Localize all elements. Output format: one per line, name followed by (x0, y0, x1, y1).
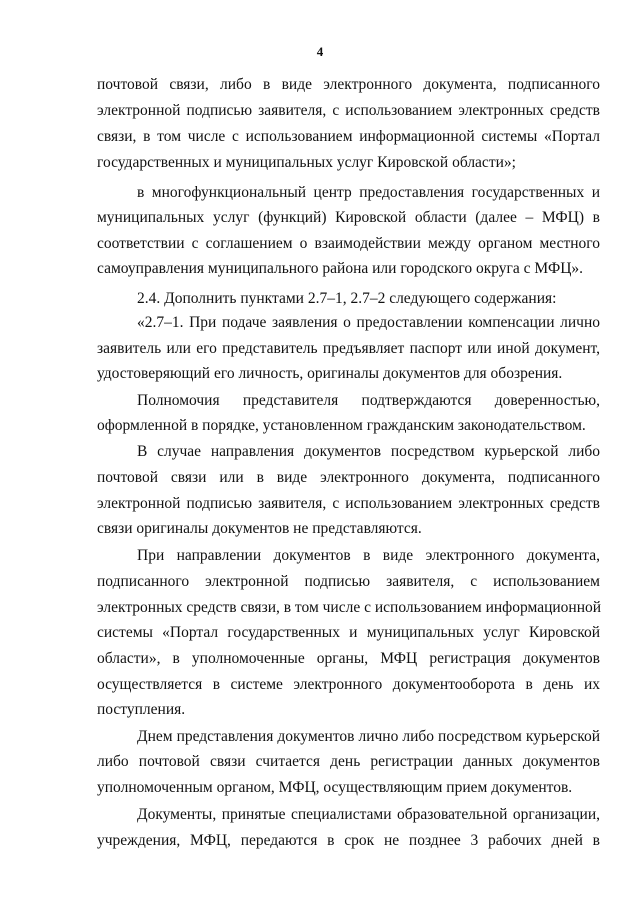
text-line: При направлении документов в виде электронного документа, (137, 547, 600, 564)
text-line: электронной подписью заявителя, с использованием электронных средств (97, 102, 600, 119)
text-line: Полномочия представителя подтверждаются доверенностью, (137, 392, 600, 409)
text-line: «2.7–1. При подаче заявления о предоставлении компенсации лично (137, 314, 600, 331)
text-line: системы «Портал государственных и муниципальных услуг Кировской (97, 624, 600, 641)
text-line: учреждения, МФЦ, передаются в срок не позднее 3 рабочих дней в (97, 832, 600, 849)
text-line: подписанного электронной подписью заявителя, с использованием (97, 573, 600, 590)
text-line: связи оригиналы документов не представляются. (97, 520, 422, 537)
text-line: осуществляется в системе электронного документооборота в день их (97, 676, 600, 693)
text-line: соответствии с соглашением о взаимодействии между органом местного (97, 235, 600, 252)
text-line: В случае направления документов посредством курьерской либо (137, 443, 600, 460)
text-line: муниципальных услуг (функций) Кировской области (далее – МФЦ) в (97, 209, 600, 226)
text-line: электронных средств связи, в том числе с использованием информационной (97, 599, 602, 616)
text-line: поступления. (97, 701, 186, 718)
text-line: электронной подписью заявителя, с использованием электронных средств (97, 495, 600, 512)
text-line: уполномоченным органом, МФЦ, осуществляющим прием документов. (97, 779, 573, 796)
text-line: удостоверяющий его личность, оригиналы документов для обозрения. (97, 365, 563, 382)
text-line: в многофункциональный центр предоставления государственных и (137, 184, 600, 201)
text-line: государственных и муниципальных услуг Кировской области»; (97, 154, 516, 171)
text-line: либо почтовой связи считается день регистрации данных документов (97, 753, 600, 770)
text-line: Документы, принятые специалистами образовательной организации, (137, 806, 600, 823)
text-line: 2.4. Дополнить пунктами 2.7–1, 2.7–2 следующего содержания: (137, 290, 557, 307)
text-line: связи, в том числе с использованием информационной системы «Портал (97, 128, 600, 145)
text-line: почтовой связи или в виде электронного документа, подписанного (97, 469, 600, 486)
page-number: 4 (316, 44, 324, 59)
text-line: почтовой связи, либо в виде электронного документа, подписанного (97, 76, 600, 93)
text-line: области», в уполномоченные органы, МФЦ регистрация документов (97, 650, 600, 667)
text-line: Днем представления документов лично либо посредством курьерской (137, 728, 600, 745)
text-line: заявитель или его представитель предъявляет паспорт или иной документ, (97, 340, 600, 357)
text-line: самоуправления муниципального района или городского округа с МФЦ». (97, 260, 584, 277)
text-line: оформленной в порядке, установленном гражданским законодательством. (97, 417, 586, 434)
